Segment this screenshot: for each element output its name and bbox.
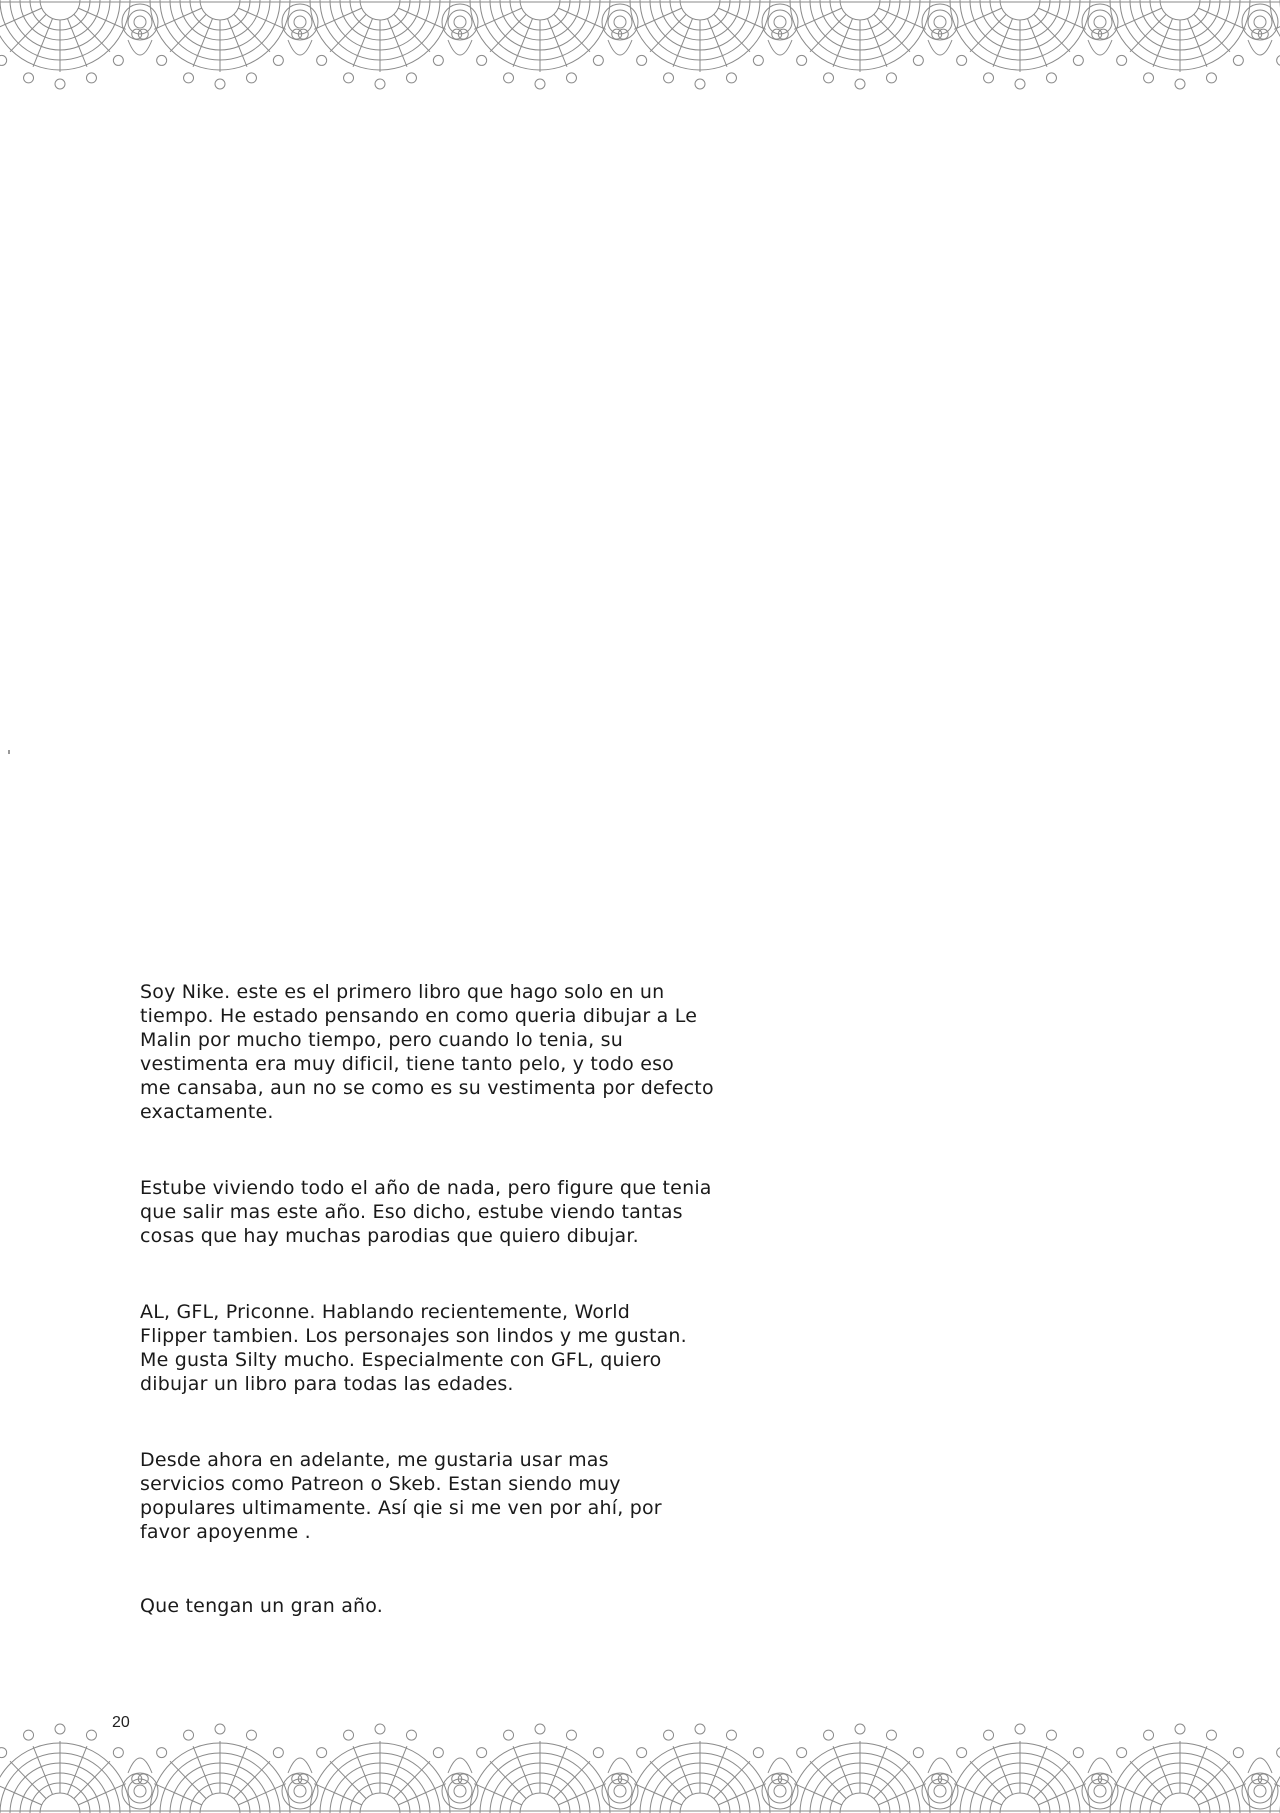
lace-border-top bbox=[0, 0, 1280, 120]
paragraph-closing: Que tengan un gran año. bbox=[140, 1595, 384, 1617]
lace-border-bottom bbox=[0, 1693, 1280, 1813]
paragraph-intro: Soy Nike. este es el primero libro que hago solo en un tiempo. He estado pensando en como queria dibujar a Le Malin por mucho tiempo, pero cuando lo tenia, su vestimenta era muy dificil, tiene tanto pelo, y todo eso me cansaba, aun no se como es su vestimenta por defecto exactamente. bbox=[140, 981, 714, 1123]
paragraph-parodies: AL, GFL, Priconne. Hablando recientemente, World Flipper tambien. Los personajes son lindos y me gustan. Me gusta Silty mucho. Especialmente con GFL, quiero dibujar un libro para todas las edades. bbox=[140, 1301, 687, 1395]
page-number: 20 bbox=[112, 1714, 130, 1731]
scan-speck bbox=[8, 750, 10, 754]
paragraph-services: Desde ahora en adelante, me gustaria usar mas servicios como Patreon o Skeb. Estan siendo muy populares ultimamente. Así qie si me ven por ahí, por favor apoyenme . bbox=[140, 1449, 662, 1543]
paragraph-year: Estube viviendo todo el año de nada, pero figure que tenia que salir mas este año. Eso dicho, estube viendo tantas cosas que hay muchas parodias que quiero dibujar. bbox=[140, 1177, 712, 1247]
